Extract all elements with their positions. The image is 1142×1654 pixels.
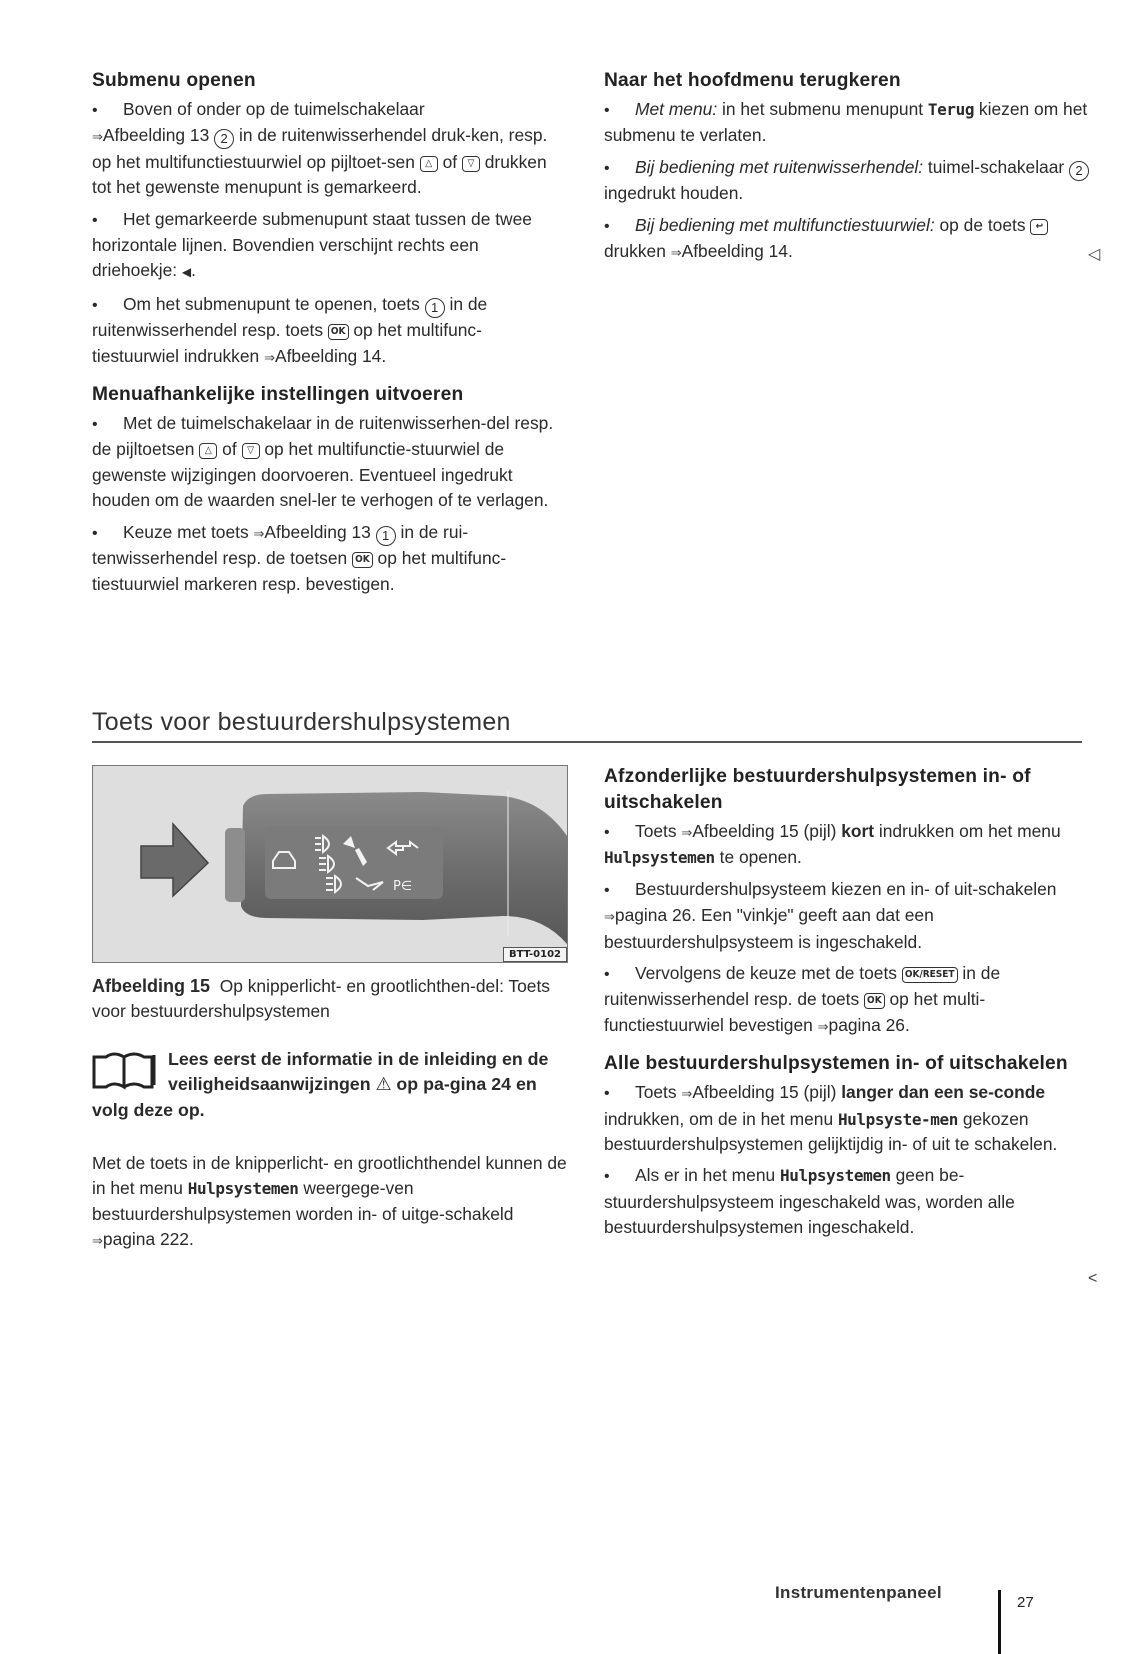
arrow-ref-icon: ⇒ — [681, 1086, 693, 1102]
list-item: •Keuze met toets ⇒Afbeelding 13 1 in de rui-tenwisserhendel resp. de toetsen OK op het multifunc-tiestuurwiel markeren resp. bevestigen. — [92, 520, 567, 597]
heading-back-to-main-menu: Naar het hoofdmenu terugkeren — [604, 70, 901, 91]
ok-key-icon: OK — [864, 993, 885, 1009]
list-item: •Vervolgens de keuze met de toets OK/RESET in de ruitenwisserhendel resp. de toets OK op het multi-functiestuurwiel bevestigen ⇒pagina 26. — [604, 961, 1074, 1039]
stalk-button — [225, 828, 245, 902]
page-ref-link[interactable]: pagina 26. — [828, 1014, 910, 1035]
list-item: •Toets ⇒Afbeelding 15 (pijl) kort indrukken om het menu Hulpsystemen te openen. — [604, 819, 1074, 871]
arrow-ref-icon: ⇒ — [92, 129, 103, 145]
section-end-icon: < — [1088, 1270, 1098, 1287]
bullet — [604, 877, 635, 903]
left-column-top — [92, 68, 567, 603]
down-key-icon: ▽ — [242, 443, 260, 459]
page-number: 27 — [1017, 1594, 1034, 1611]
right-column-top — [604, 68, 1104, 271]
heading-menu-settings: Menuafhankelijke instellingen uitvoeren — [92, 384, 464, 406]
page-ref-link[interactable]: pagina 26. — [614, 905, 697, 926]
ok-key-icon: OK — [352, 552, 373, 568]
back-key-icon: ↩ — [1030, 219, 1048, 235]
bullet — [604, 97, 635, 123]
arrow-ref-icon: ⇒ — [817, 1018, 829, 1034]
arrow-ref-icon: ⇒ — [681, 825, 693, 840]
down-key-icon: ▽ — [462, 156, 480, 172]
up-key-icon: △ — [420, 156, 438, 172]
list-item: •Als er in het menu Hulpsystemen geen be-stuurdershulpsysteem ingeschakeld was, worden alle bestuurdershulpsystemen ingeschakeld. — [604, 1163, 1074, 1240]
figure-ref-link[interactable]: Afbeelding 14. — [681, 241, 793, 262]
arrow-ref-icon: ⇒ — [92, 1233, 103, 1249]
circled-number-2-icon: 2 — [214, 129, 234, 149]
heading-all-systems: Alle bestuurdershulpsystemen in- of uitschakelen — [604, 1053, 1068, 1075]
bullet — [92, 97, 123, 123]
list-item: •Met menu: in het submenu menupunt Terug kiezen om het submenu te verlaten. — [604, 97, 1104, 149]
figure-ref-link[interactable]: Afbeelding 15 (pijl) — [692, 1082, 842, 1103]
up-key-icon: △ — [199, 443, 217, 459]
section-end-icon: ◁ — [1088, 246, 1101, 263]
menu-item-terug: Terug — [927, 100, 975, 119]
figure-code: BTT-0102 — [503, 947, 567, 962]
heading-individual-systems: Afzonderlijke bestuurdershulpsystemen in- of uitschakelen — [604, 766, 1031, 813]
section-divider — [92, 741, 1082, 743]
bullet — [604, 961, 635, 987]
circled-number-2-icon: 2 — [1069, 161, 1089, 181]
figure-ref-link[interactable]: Afbeelding 13 — [264, 521, 371, 542]
bullet — [604, 1163, 635, 1189]
bullet — [604, 213, 635, 239]
list-item: •Bestuurdershulpsysteem kiezen en in- of uit-schakelen ⇒pagina 26. Een "vinkje" geeft aan dat een bestuurdershulpsysteem is ingeschakeld. — [604, 877, 1074, 955]
footer-divider — [998, 1590, 1001, 1654]
left-column-bottom — [92, 974, 567, 1271]
menu-name-hulpsystemen: Hulpsystemen — [604, 848, 715, 868]
circled-number-1-icon: 1 — [425, 298, 445, 318]
bullet — [92, 411, 123, 437]
ok-key-icon: OK — [328, 324, 349, 340]
footer-chapter: Instrumentenpaneel — [775, 1583, 942, 1602]
figure-ref-link[interactable]: Afbeelding 13 — [102, 125, 210, 146]
menu-name-hulpsystemen: Hulpsystemen — [187, 1179, 299, 1199]
arrow-ref-icon: ⇒ — [264, 349, 275, 365]
ok-reset-key-icon: OK/RESET — [902, 967, 958, 983]
arrow-ref-icon: ⇒ — [604, 909, 615, 925]
list-item: •Toets ⇒Afbeelding 15 (pijl) langer dan een se-conde indrukken, om de in het menu Hulpsyste-men gekozen bestuurdershulpsystemen gelijktijdig in- of uit te schakelen. — [604, 1080, 1074, 1157]
menu-name-hulpsystemen: Hulpsystemen — [780, 1166, 891, 1186]
bullet — [604, 155, 635, 181]
stalk-illustration — [93, 766, 567, 962]
arrow-ref-icon: ⇒ — [253, 525, 265, 541]
bullet — [92, 520, 123, 546]
bullet — [92, 207, 123, 233]
figure-ref-link[interactable]: Afbeelding 14. — [274, 345, 387, 366]
bullet — [92, 292, 123, 318]
intro-paragraph: Met de toets in de knipperlicht- en grootlichthendel kunnen de in het menu Hulpsystemen weergege-ven bestuurdershulpsystemen worden in- of uitge-schakeld ⇒pagina 222. — [92, 1153, 567, 1250]
section-title: Toets voor bestuurdershulpsystemen — [92, 708, 511, 736]
heading-submenu-openen: Submenu openen — [92, 70, 256, 91]
list-item: •Bij bediening met ruitenwisserhendel: tuimel-schakelaar 2 ingedrukt houden. — [604, 155, 1104, 207]
safety-note: Lees eerst de informatie in de inleiding en de veiligheidsaanwijzingen ⚠ op pa-gina 24 en volg deze op. — [92, 1048, 549, 1120]
figure-15 — [92, 765, 568, 963]
list-item: •Bij bediening met multifunctiestuurwiel: op de toets ↩ drukken ⇒Afbeelding 14. — [604, 213, 1104, 266]
list-item: •Om het submenupunt te openen, toets 1 in de ruitenwisserhendel resp. toets OK op het multifunc-tiestuurwiel indrukken ⇒Afbeelding 14. — [92, 292, 567, 370]
list-item: •Boven of onder op de tuimelschakelaar ⇒Afbeelding 13 2 in de ruitenwisserhendel druk-ken, resp. op het multifunctiestuurwiel op pijltoet-sen △ of ▽ drukken tot het gewenste menupunt is gemarkeerd. — [92, 97, 567, 201]
symbol-panel — [265, 826, 443, 899]
bullet — [604, 819, 635, 845]
arrow-ref-icon: ⇒ — [670, 245, 682, 261]
figure-caption: Afbeelding 15 Op knipperlicht- en grootlichthen-del: Toets voor bestuurdershulpsystemen — [92, 976, 550, 1022]
right-column-bottom — [604, 764, 1074, 1247]
page-ref-link[interactable]: pagina 222. — [102, 1229, 194, 1250]
warning-icon: ⚠ — [375, 1074, 392, 1095]
book-icon — [92, 1051, 160, 1091]
list-item: •Met de tuimelschakelaar in de ruitenwisserhen-del resp. de pijltoetsen △ of ▽ op het multifunctie-stuurwiel de gewenste wijzigingen doorvoeren. Eventueel ingedrukt houden om de waarden snel-ler te verhogen of te verlagen. — [92, 411, 567, 514]
triangle-left-icon: ◀ — [181, 265, 192, 280]
menu-name-hulpsystemen: Hulpsyste-men — [837, 1109, 958, 1129]
figure-ref-link[interactable]: Afbeelding 15 (pijl) — [692, 821, 842, 841]
circled-number-1-icon: 1 — [376, 526, 396, 546]
parking-light-icon: P∈ — [393, 879, 413, 894]
bullet — [604, 1080, 635, 1106]
list-item: •Het gemarkeerde submenupunt staat tussen de twee horizontale lijnen. Bovendien verschijnt rechts een driehoekje: ◀. — [92, 207, 567, 286]
